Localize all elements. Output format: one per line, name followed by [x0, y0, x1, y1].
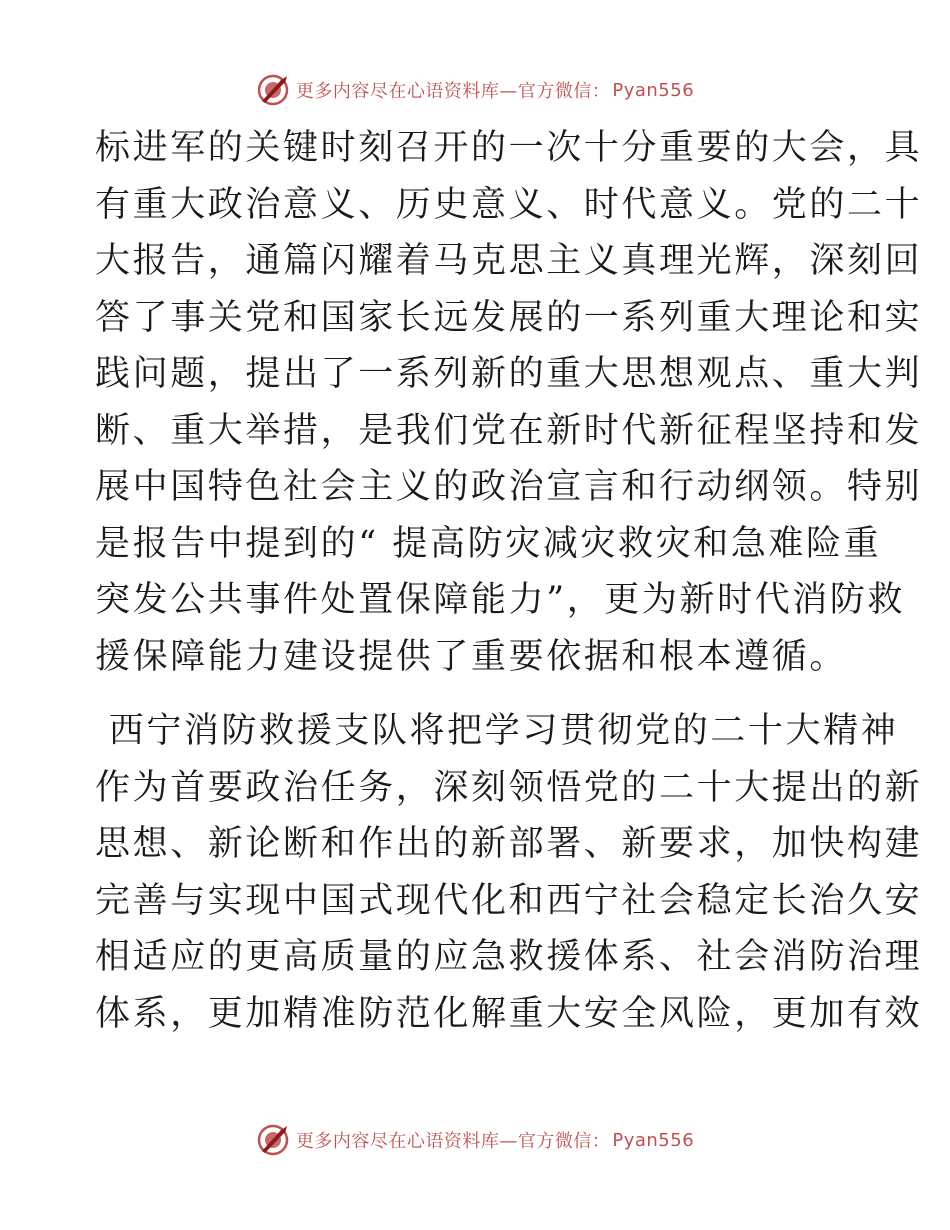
watermark-wechat-id: Pyan556 — [612, 1129, 695, 1151]
watermark-text: 更多内容尽在心语资料库—官方微信： — [295, 81, 611, 102]
footer-watermark — [0, 1120, 950, 1160]
text-line: 作为首要政治任务，深刻领悟党的二十大提出的新 — [95, 767, 923, 808]
text-line: 体系，更加精准防范化解重大安全风险，更加有效 — [95, 993, 923, 1034]
text-line: 展中国特色社会主义的政治宣言和行动纲领。特别 — [95, 467, 923, 507]
watermark-wechat-id: Pyan556 — [612, 79, 695, 101]
header-watermark — [0, 70, 950, 110]
text-line: 断、重大举措，是我们党在新时代新征程坚持和发 — [95, 410, 923, 451]
text-line: 大报告，通篇闪耀着马克思主义真理光辉，深刻回 — [95, 241, 923, 281]
text-line: 思想、新论断和作出的新部署、新要求，加快构建 — [95, 824, 923, 864]
text-line: 相适应的更高质量的应急救援体系、社会消防治理 — [95, 937, 923, 977]
text-line: 完善与实现中国式现代化和西宁社会稳定长治久安 — [95, 880, 923, 921]
text-line: 答了事关党和国家长远发展的一系列重大理论和实 — [95, 297, 923, 338]
text-line: 突发公共事件处置保障能力”，更为新时代消防救 — [95, 580, 906, 620]
document-body — [95, 120, 923, 1042]
text-line: 西宁消防救援支队将把学习贯彻党的二十大精神 — [95, 711, 899, 751]
quill-seal-icon — [256, 73, 290, 107]
text-line: 标进军的关键时刻召开的一次十分重要的大会，具 — [95, 128, 923, 168]
quill-seal-icon — [256, 1123, 290, 1157]
paragraph-1 — [95, 120, 923, 685]
text-line: 是报告中提到的“ 提高防灾减灾救灾和急难险重 — [95, 523, 882, 564]
watermark-text: 更多内容尽在心语资料库—官方微信： — [295, 1131, 611, 1152]
paragraph-2 — [95, 703, 923, 1042]
text-line: 有重大政治意义、历史意义、时代意义。党的二十 — [95, 184, 923, 225]
text-line: 援保障能力建设提供了重要依据和根本遵循。 — [95, 636, 848, 677]
text-line: 践问题，提出了一系列新的重大思想观点、重大判 — [95, 354, 923, 394]
